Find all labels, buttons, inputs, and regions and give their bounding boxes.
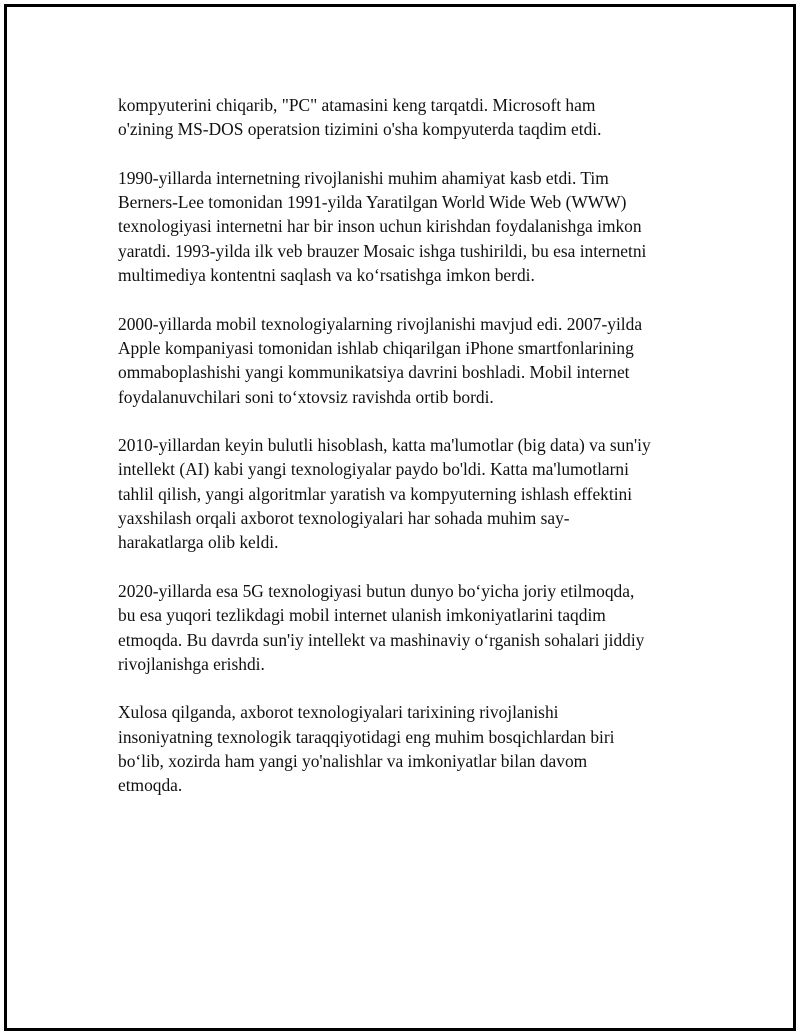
text-line: yaratdi. 1993-yilda ilk veb brauzer Mosaic ishga tushirildi, bu esa internetni — [118, 240, 647, 261]
text-line: bu esa yuqori tezlikdagi mobil internet ulanish imkoniyatlarini taqdim — [118, 605, 606, 626]
text-line: harakatlarga olib keldi. — [118, 532, 279, 553]
text-line: Apple kompaniyasi tomonidan ishlab chiqarilgan iPhone smartfonlarining — [118, 337, 634, 358]
text-line: 2020-yillarda esa 5G texnologiyasi butun dunyo bo‘yicha joriy etilmoqda, — [118, 580, 635, 601]
paragraph — [118, 312, 698, 409]
paragraph — [118, 700, 698, 797]
text-line: texnologiyasi internetni har bir inson uchun kirishdan foydalanishga imkon — [118, 216, 642, 237]
paragraph — [118, 579, 698, 676]
text-line: tahlil qilish, yangi algoritmlar yaratish va kompyuterning ishlash effektini — [118, 483, 633, 504]
text-line: o'zining MS-DOS operatsion tizimini o'sha kompyuterda taqdim etdi. — [118, 119, 602, 140]
text-line: bo‘lib, xozirda ham yangi yo'nalishlar va imkoniyatlar bilan davom — [118, 751, 588, 772]
paragraph — [118, 166, 698, 287]
text-line: 1990-yillarda internetning rivojlanishi muhim ahamiyat kasb etdi. Tim — [118, 167, 609, 188]
text-line: 2000-yillarda mobil texnologiyalarning rivojlanishi mavjud edi. 2007-yilda — [118, 313, 643, 334]
text-line: ommaboplashishi yangi kommunikatsiya davrini boshladi. Mobil internet — [118, 362, 630, 383]
text-line: Berners-Lee tomonidan 1991-yilda Yaratilgan World Wide Web (WWW) — [118, 192, 627, 213]
paragraph — [118, 433, 698, 554]
text-line: rivojlanishga erishdi. — [118, 653, 265, 674]
text-line: multimediya kontentni saqlash va ko‘rsatishga imkon berdi. — [118, 265, 535, 286]
text-line: 2010-yillardan keyin bulutli hisoblash, katta ma'lumotlar (big data) va sun'iy — [118, 435, 651, 456]
document-body — [118, 93, 698, 822]
text-line: foydalanuvchilari soni to‘xtovsiz ravishda ortib bordi. — [118, 386, 494, 407]
text-line: etmoqda. Bu davrda sun'iy intellekt va mashinaviy o‘rganish sohalari jiddiy — [118, 629, 645, 650]
text-line: etmoqda. — [118, 775, 183, 796]
text-line: insoniyatning texnologik taraqqiyotidagi eng muhim bosqichlardan biri — [118, 726, 615, 747]
text-line: Xulosa qilganda, axborot texnologiyalari tarixining rivojlanishi — [118, 702, 559, 723]
text-line: yaxshilash orqali axborot texnologiyalari har sohada muhim say- — [118, 508, 570, 529]
text-line: intellekt (AI) kabi yangi texnologiyalar paydo bo'ldi. Katta ma'lumotlarni — [118, 459, 629, 480]
text-line: kompyuterini chiqarib, "PC" atamasini keng tarqatdi. Microsoft ham — [118, 95, 596, 115]
paragraph — [118, 93, 698, 142]
